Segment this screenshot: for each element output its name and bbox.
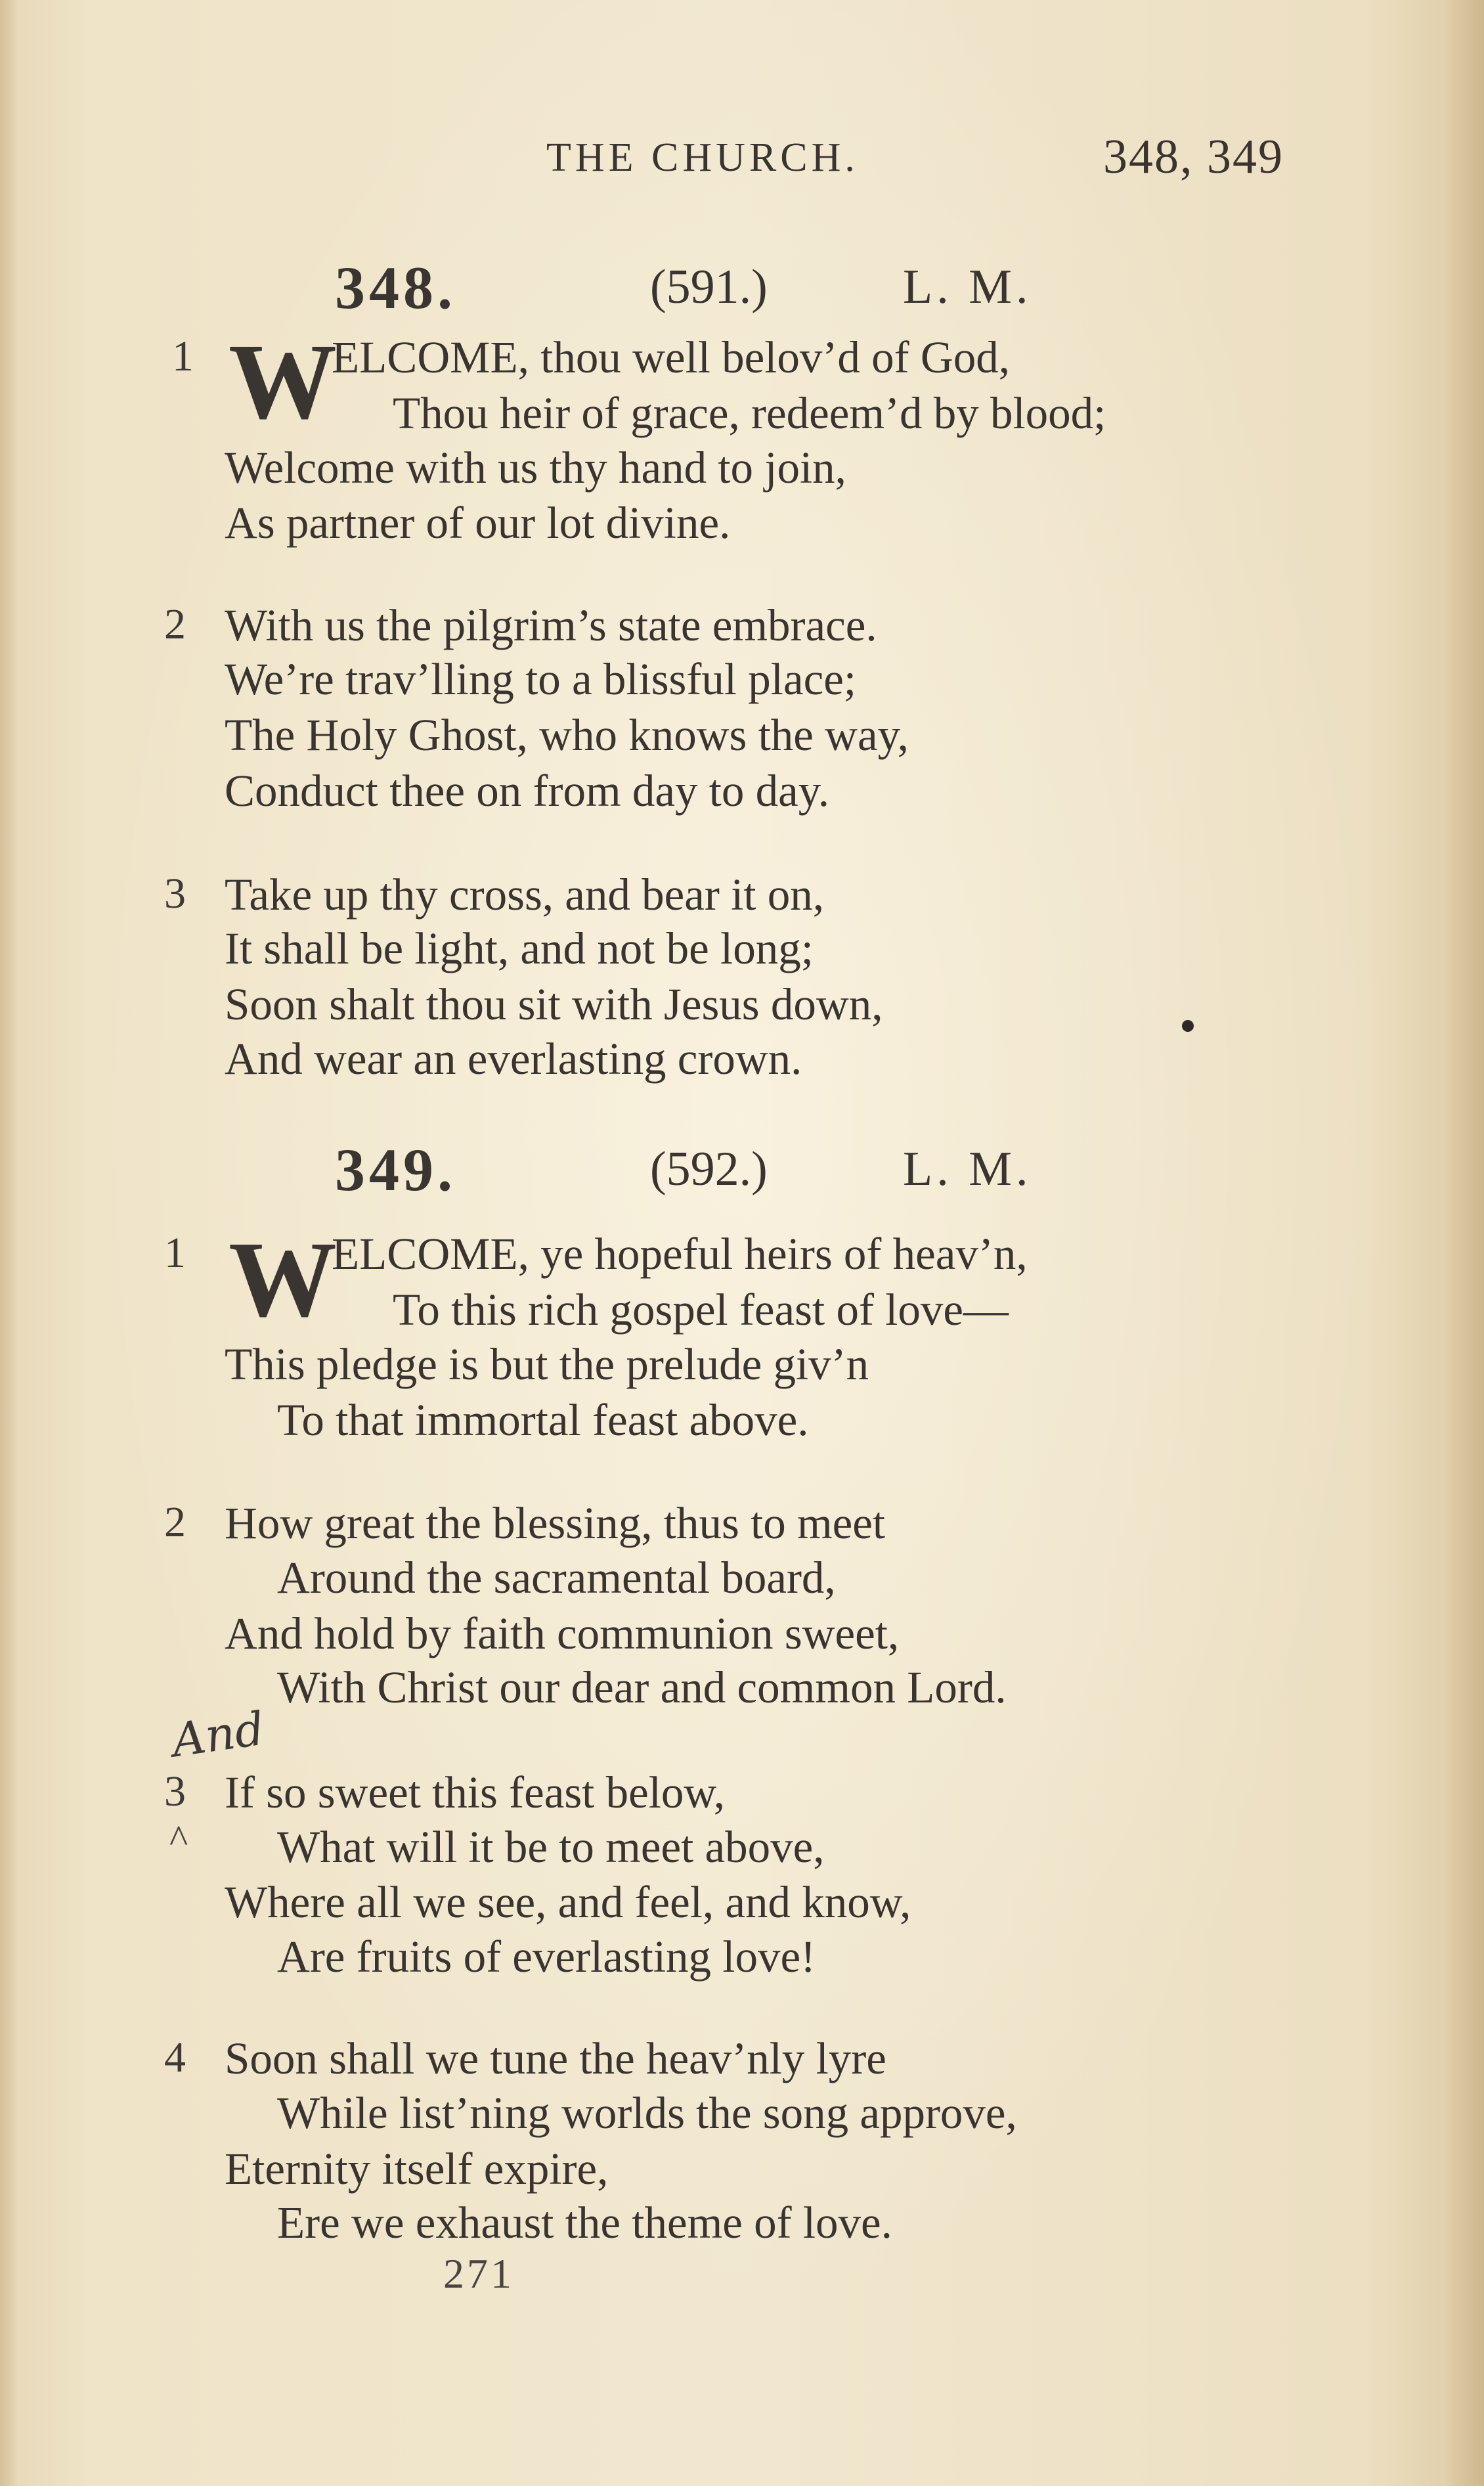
verse-line: And wear an everlasting crown. <box>225 1034 802 1084</box>
drop-cap: W <box>229 321 337 441</box>
ink-dot <box>1182 1020 1194 1032</box>
verse-line: Ere we exhaust the theme of love. <box>277 2198 892 2248</box>
verse-line: With us the pilgrim’s state embrace. <box>225 600 877 650</box>
verse-line: It shall be light, and not be long; <box>225 923 814 973</box>
verse-line: This pledge is but the prelude giv’n <box>225 1339 869 1389</box>
verse-line: Eternity itself expire, <box>225 2144 609 2194</box>
verse-number: 2 <box>164 1498 186 1546</box>
verse-number: 3 <box>164 1767 186 1815</box>
handwritten-annotation: And <box>168 1701 268 1768</box>
hymn-header-348 <box>0 253 1484 325</box>
verse-line: How great the blessing, thus to meet <box>225 1498 886 1548</box>
verse-line: If so sweet this feast below, <box>225 1767 725 1817</box>
verse-line: Welcome with us thy hand to join, <box>225 443 846 493</box>
verse-line: As partner of our lot divine. <box>225 498 731 548</box>
verse-line: While list’ning worlds the song approve, <box>277 2088 1017 2138</box>
hymn-meter: L. M. <box>903 1142 1032 1196</box>
verse-line: Where all we see, and feel, and know, <box>225 1877 911 1927</box>
hymn-alt-number: (591.) <box>650 260 768 314</box>
hymn-alt-number: (592.) <box>650 1142 768 1196</box>
verse-line: Take up thy cross, and bear it on, <box>225 870 825 920</box>
verse-line: What will it be to meet above, <box>277 1822 825 1872</box>
verse-number: 1 <box>164 1229 186 1277</box>
verse-number: 3 <box>164 870 186 918</box>
verse-line: To this rich gospel feast of love— <box>393 1285 1009 1335</box>
verse-line: The Holy Ghost, who knows the way, <box>225 710 909 760</box>
verse-line: Around the sacramental board, <box>277 1553 836 1603</box>
verse-line: Thou heir of grace, redeem’d by blood; <box>393 388 1106 438</box>
verse-line: And hold by faith communion sweet, <box>225 1609 900 1658</box>
verse-line: Are fruits of everlasting love! <box>277 1932 816 1982</box>
verse-line: ELCOME, thou well belov’d of God, <box>332 332 1010 382</box>
page-edge-shadow <box>1445 0 1484 2486</box>
caret-mark: ^ <box>169 1817 188 1861</box>
drop-cap: W <box>229 1219 337 1339</box>
verse-line: Soon shalt thou sit with Jesus down, <box>225 979 883 1029</box>
verse-line: ELCOME, ye hopeful heirs of heav’n, <box>332 1229 1028 1279</box>
hymn-number: 348. <box>335 254 456 321</box>
page-number: 271 <box>443 2250 514 2297</box>
verse-line: To that immortal feast above. <box>277 1395 809 1445</box>
verse-line: Conduct thee on from day to day. <box>225 766 830 816</box>
running-head <box>0 130 1484 207</box>
verse-line: We’re trav’lling to a blissful place; <box>225 654 857 704</box>
hymn-number-range: 348, 349 <box>1103 130 1284 184</box>
page-gutter-shadow <box>0 0 18 2486</box>
hymn-meter: L. M. <box>903 260 1032 314</box>
running-title: THE CHURCH. <box>546 135 859 180</box>
verse-number: 2 <box>164 600 186 648</box>
hymn-number: 349. <box>335 1136 456 1203</box>
verse-line: Soon shall we tune the heav’nly lyre <box>225 2033 886 2083</box>
hymn-header-349 <box>0 1135 1484 1207</box>
verse-number: 4 <box>164 2033 186 2081</box>
verse-line: With Christ our dear and common Lord. <box>277 1662 1007 1712</box>
verse-number: 1 <box>172 332 194 380</box>
